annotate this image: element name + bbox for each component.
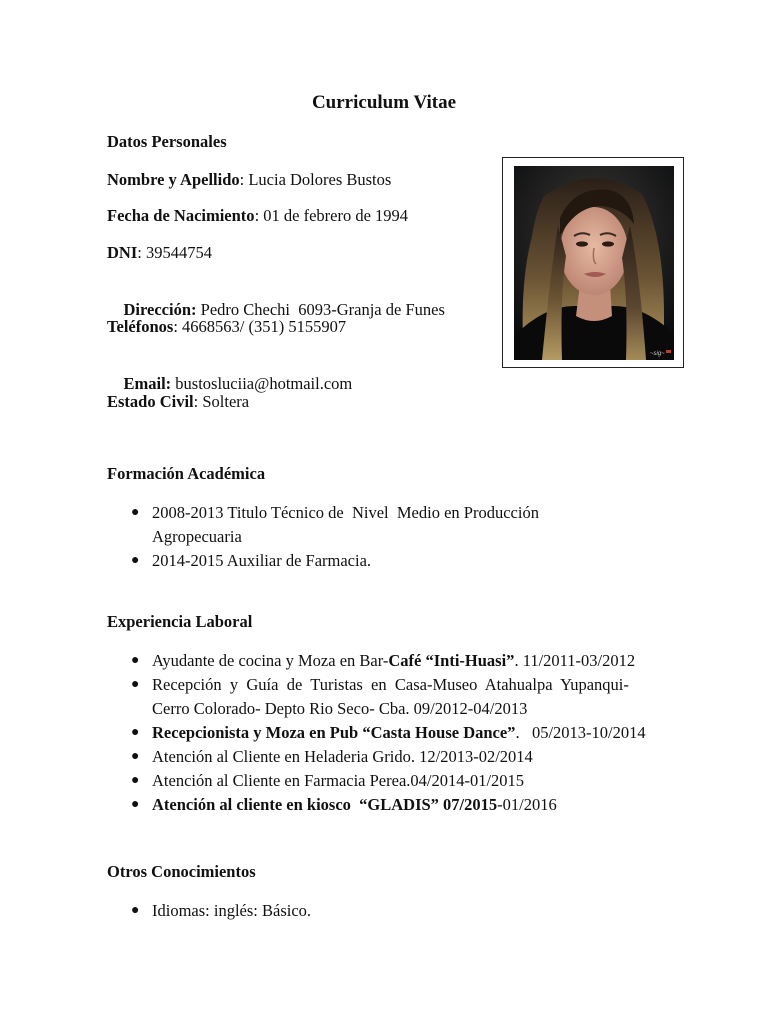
phones-label: Teléfonos — [107, 317, 174, 336]
experience-item-line1: Recepción y Guía de Turistas en Casa-Museo Atahualpa Yupanqui- — [152, 675, 629, 694]
experience-item-line2: Cerro Colorado- Depto Rio Seco- Cba. 09/2012-04/2013 — [152, 699, 528, 718]
phones-value: : 4668563/ (351) 5155907 — [173, 317, 347, 336]
other-item-text: Idiomas: inglés: Básico. — [152, 901, 312, 920]
list-item — [107, 673, 663, 721]
name-value: : Lucia Dolores Bustos — [239, 170, 392, 189]
personal-data-heading: Datos Personales — [107, 132, 227, 151]
bullet-icon: ● — [131, 505, 140, 520]
profile-photo — [514, 166, 674, 360]
list-item — [107, 501, 667, 549]
phones-field — [107, 317, 346, 337]
bullet-icon: ● — [131, 749, 140, 764]
address-label: Dirección: — [123, 300, 197, 319]
civil-status-field — [107, 392, 249, 412]
bullet-icon: ● — [131, 677, 140, 692]
other-knowledge-heading: Otros Conocimientos — [107, 862, 256, 881]
experience-item-bold: Recepcionista y Moza en Pub “Casta House Dance” — [152, 723, 516, 742]
birth-field — [107, 206, 408, 226]
experience-item-text: Ayudante de cocina y Moza en Bar- — [152, 651, 389, 670]
bullet-icon: ● — [131, 553, 140, 568]
list-item — [107, 549, 667, 573]
academic-list — [107, 501, 667, 573]
email-value: bustosluciia@hotmail.com — [171, 374, 353, 393]
bullet-icon: ● — [131, 653, 140, 668]
academic-item-line2: Agropecuaria — [152, 527, 242, 546]
birth-value: : 01 de febrero de 1994 — [254, 206, 409, 225]
list-item — [107, 649, 663, 673]
name-field — [107, 170, 391, 190]
academic-heading: Formación Académica — [107, 464, 266, 483]
academic-item-line1: 2014-2015 Auxiliar de Farmacia. — [152, 551, 372, 570]
list-item — [107, 721, 663, 745]
list-item — [107, 899, 667, 923]
experience-item-text: Atención al Cliente en Farmacia Perea.04/2014-01/2015 — [152, 771, 525, 790]
dni-field — [107, 243, 212, 263]
civil-status-value: : Soltera — [193, 392, 250, 411]
academic-item-line1: 2008-2013 Titulo Técnico de Nivel Medio en Producción — [152, 503, 539, 522]
bullet-icon: ● — [131, 725, 140, 740]
experience-item-bold: Atención al cliente en kiosco “GLADIS” 07/2015 — [152, 795, 498, 814]
dni-label: DNI — [107, 243, 138, 262]
experience-list — [107, 649, 663, 817]
bullet-icon: ● — [131, 773, 140, 788]
list-item — [107, 769, 663, 793]
experience-item-bold: Café “Inti-Huasi” — [388, 651, 515, 670]
civil-status-label: Estado Civil — [107, 392, 194, 411]
name-label: Nombre y Apellido — [107, 170, 240, 189]
address-value: Pedro Chechi 6093-Granja de Funes — [196, 300, 445, 319]
experience-item-dates: . 05/2013-10/2014 — [515, 723, 646, 742]
birth-label: Fecha de Nacimiento — [107, 206, 255, 225]
profile-photo-illustration — [514, 166, 674, 360]
bullet-icon: ● — [131, 797, 140, 812]
bullet-icon: ● — [131, 903, 140, 918]
experience-item-dates: -01/2016 — [497, 795, 557, 814]
experience-heading: Experiencia Laboral — [107, 612, 253, 631]
other-knowledge-list — [107, 899, 667, 923]
experience-item-dates: . 11/2011-03/2012 — [514, 651, 636, 670]
photo-frame — [502, 157, 684, 368]
list-item — [107, 793, 663, 817]
dni-value: : 39544754 — [137, 243, 212, 262]
page-title: Curriculum Vitae — [311, 92, 457, 113]
experience-item-text: Atención al Cliente en Heladeria Grido. 12/2013-02/2014 — [152, 747, 533, 766]
email-label: Email: — [123, 374, 172, 393]
photo-signature: ~sig~ — [650, 351, 665, 357]
list-item — [107, 745, 663, 769]
